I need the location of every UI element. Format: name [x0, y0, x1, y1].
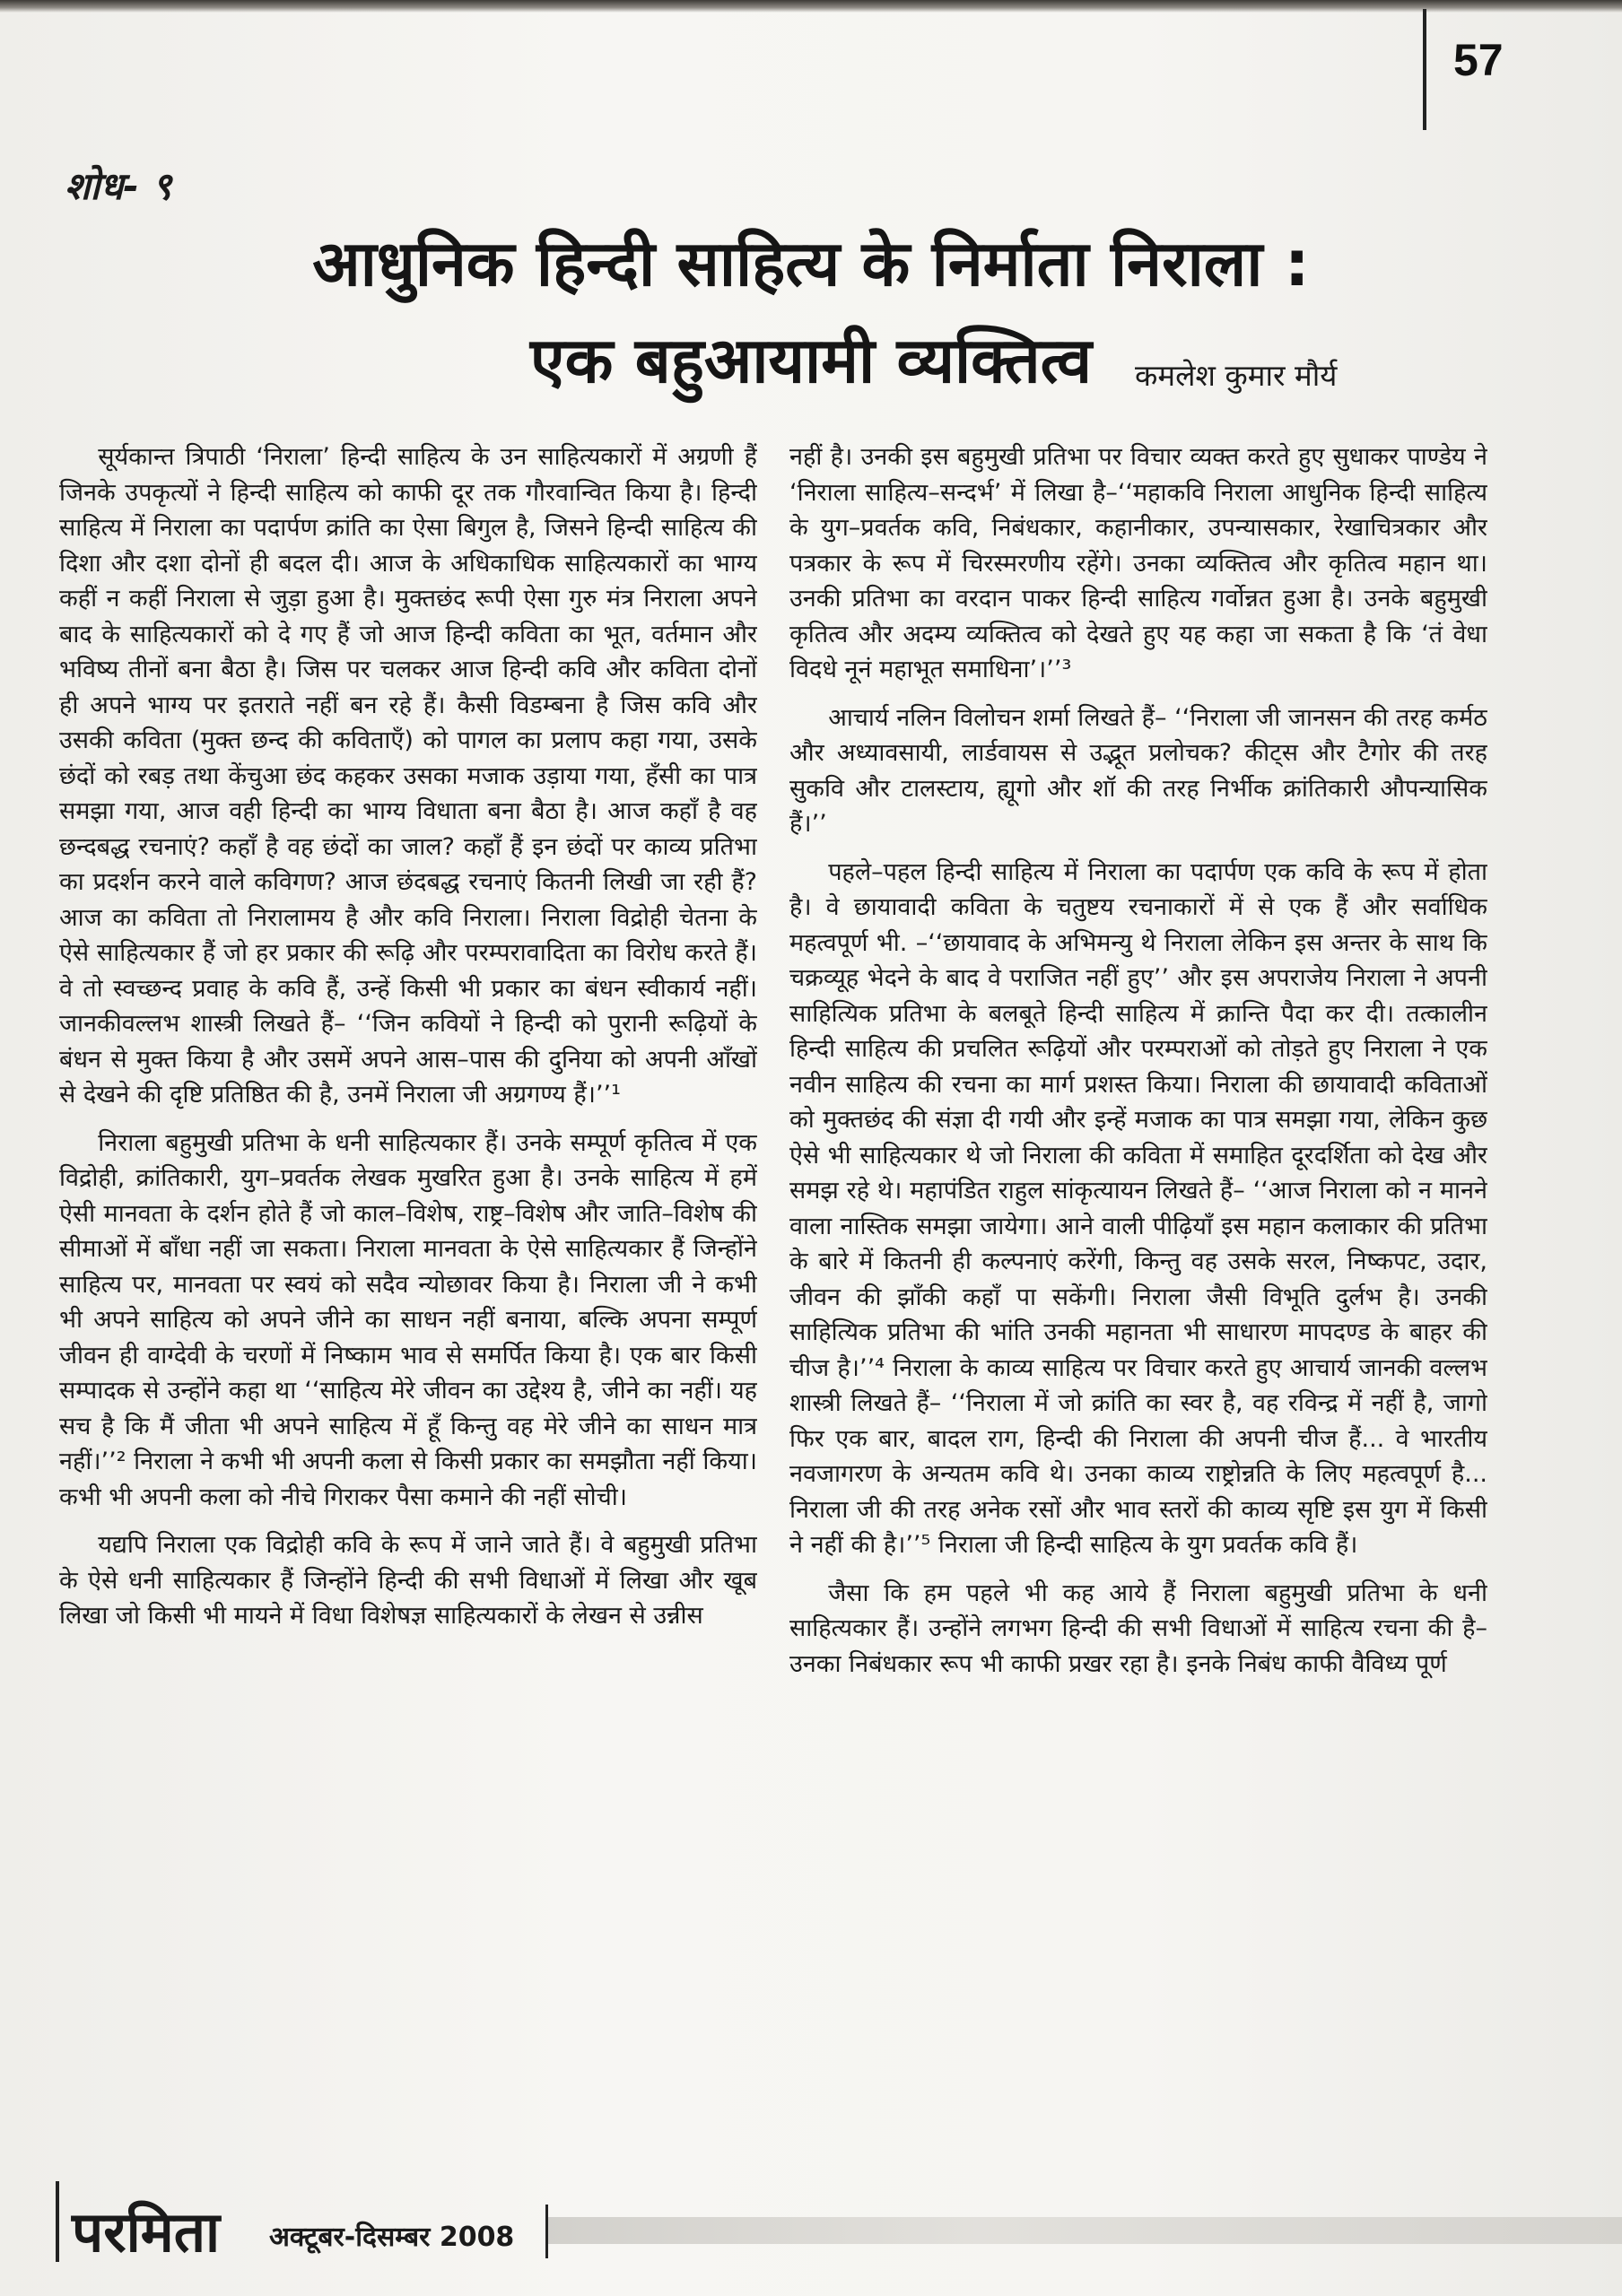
paragraph: निराला बहुमुखी प्रतिभा के धनी साहित्यकार हैं। उनके सम्पूर्ण कृतित्व में एक विद्रोही, क्रांतिकारी, युग–प्रवर्तक लेखक मुखरित हुआ है। उनके साहित्य में हमें ऐसी मानवता के दर्शन होते हैं जो काल–विशेष, राष्ट्र–विशेष और जाति–विशेष की सीमाओं में बाँधा नहीं जा सकता। निराला मानवता के ऐसे साहित्यकार हैं जिन्होंने साहित्य पर, मानवता पर स्वयं को सदैव न्योछावर किया है। निराला जी ने कभी भी अपने साहित्य को अपने जीने का साधन नहीं बनाया, बल्कि अपना सम्पूर्ण जीवन ही वाग्देवी के चरणों में निष्काम भाव से समर्पित किया है। एक बार किसी सम्पादक से उन्होंने कहा था ‘‘साहित्य मेरे जीवन का उद्देश्य है, जीने का नहीं। यह सच है कि मैं जीता भी अपने साहित्य में हूँ किन्तु वह मेरे जीने का साधन मात्र नहीं।’’² निराला ने कभी भी अपनी कला से किसी प्रकार का समझौता नहीं किया। कभी भी अपनी कला को नीचे गिराकर पैसा कमाने की नहीं सोची।	[59, 1128, 757, 1511]
issue-date: अक्टूबर-दिसम्बर 2008	[269, 2222, 515, 2253]
page-number: 57	[1453, 35, 1504, 85]
footer-band	[547, 2217, 1622, 2244]
paragraph: सूर्यकान्त त्रिपाठी ‘निराला’ हिन्दी साहित्य के उन साहित्यकारों में अग्रणी हैं जिनके उपकृत्यों ने हिन्दी साहित्य को काफी दूर तक गौरवान्वित किया है। हिन्दी साहित्य में निराला का पदार्पण क्रांति का ऐसा बिगुल है, जिसने हिन्दी साहित्य की दिशा और दशा दोनों ही बदल दी। आज के अधिकाधिक साहित्यकारों का भाग्य कहीं न कहीं निराला से जुड़ा हुआ है। मुक्तछंद रूपी ऐसा गुरु मंत्र निराला अपने बाद के साहित्यकारों को दे गए हैं जो आज हिन्दी कविता का भूत, वर्तमान और भविष्य तीनों बना बैठा है। जिस पर चलकर आज हिन्दी कवि और कविता दोनों ही अपने भाग्य पर इतराते नहीं बन रहे हैं। कैसी विडम्बना है जिस कवि और उसकी कविता (मुक्त छन्द की कविताएँ) को पागल का प्रलाप कहा गया, उसके छंदों को रबड़ तथा केंचुआ छंद कहकर उसका मजाक उड़ाया गया, हँसी का पात्र समझा गया, आज वही हिन्दी का भाग्य विधाता बना बैठा है। आज कहाँ है वह छन्दबद्ध रचनाएं? कहाँ है वह छंदों का जाल? कहाँ हैं इन छंदों पर काव्य प्रतिभा का प्रदर्शन करने वाले कविगण? आज छंदबद्ध रचनाएं कितनी लिखी जा रही हैं? आज का कविता तो निरालामय है और कवि निराला। निराला विद्रोही चेतना के ऐसे साहित्यकार हैं जो हर प्रकार की रूढ़ि और परम्परावादिता का विरोध करते हैं। वे तो स्वच्छन्द प्रवाह के कवि हैं, उन्हें किसी भी प्रकार का बंधन स्वीकार्य नहीं। जानकीवल्लभ शास्त्री लिखते हैं– ‘‘जिन कवियों ने हिन्दी को पुरानी रूढ़ियों के बंधन से मुक्त किया है और उसमें अपने आस–पास की दुनिया को अपनी आँखों से देखने की दृष्टि प्रतिष्ठित की है, उनमें निराला जी अग्रगण्य हैं।’’¹	[59, 443, 757, 1109]
right-column	[789, 439, 1487, 2170]
top-edge-shadow	[0, 0, 1622, 13]
author-name: कमलेश कुमार मौर्य	[1135, 358, 1338, 393]
paragraph: नहीं है। उनकी इस बहुमुखी प्रतिभा पर विचार व्यक्त करते हुए सुधाकर पाण्डेय ने ‘निराला साहित्य–सन्दर्भ’ में लिखा है–‘‘महाकवि निराला आधुनिक हिन्दी साहित्य के युग–प्रवर्तक कवि, निबंधकार, कहानीकार, उपन्यासकार, रेखाचित्रकार और पत्रकार के रूप में चिरस्मरणीय रहेंगे। उनका व्यक्तित्व और कृतित्व महान था। उनकी प्रतिभा का वरदान पाकर हिन्दी साहित्य गर्वोन्नत हुआ है। उनके बहुमुखी कृतित्व और अदम्य व्यक्तित्व को देखते हुए यह कहा जा सकता है कि ‘तं वेधा विदधे नूनं महाभूत समाधिना’।’’³	[789, 443, 1487, 683]
article-title	[54, 215, 1568, 409]
paragraph: यद्यपि निराला एक विद्रोही कवि के रूप में जाने जाते हैं। वे बहुमुखी प्रतिभा के ऐसे धनी साहित्यकार हैं जिन्होंने हिन्दी की सभी विधाओं में लिखा और खूब लिखा जो किसी भी मायने में विधा विशेषज्ञ साहित्यकारों के लेखन से उन्नीस	[59, 1531, 757, 1630]
paragraph: आचार्य नलिन विलोचन शर्मा लिखते हैं– ‘‘निराला जी जानसन की तरह कर्मठ और अध्यावसायी, लार्डवायस से उद्भूत प्रलोचक? कीट्स और टैगोर की तरह सुकवि और टालस्टाय, ह्यूगो और शॉ की तरह निर्भीक क्रांतिकारी औपन्यासिक हैं।’’	[789, 703, 1487, 838]
title-line-1: आधुनिक हिन्दी साहित्य के निर्माता निराला :	[312, 227, 1310, 300]
section-tag: शोध- ९	[65, 164, 172, 208]
title-line-2: एक बहुआयामी व्यक्तित्व	[529, 324, 1093, 397]
magazine-name: परमिता	[72, 2199, 221, 2265]
left-column	[59, 439, 757, 2170]
footer-rule	[545, 2205, 548, 2258]
page-number-rule	[1423, 9, 1426, 130]
paragraph: पहले–पहल हिन्दी साहित्य में निराला का पदार्पण एक कवि के रूप में होता है। वे छायावादी कविता के चतुष्टय रचनाकारों में से एक हैं और सर्वाधिक महत्वपूर्ण भी. –‘‘छायावाद के अभिमन्यु थे निराला लेकिन इस अन्तर के साथ कि चक्रव्यूह भेदने के बाद वे पराजित नहीं हुए’’ और इस अपराजेय निराला ने अपनी साहित्यिक प्रतिभा के बलबूते हिन्दी साहित्य में क्रान्ति पैदा कर दी। तत्कालीन हिन्दी साहित्य की प्रचलित रूढ़ियों और परम्पराओं को तोड़ते हुए निराला ने एक नवीन साहित्य की रचना का मार्ग प्रशस्त किया। निराला की छायावादी कविताओं को मुक्तछंद की संज्ञा दी गयी और इन्हें मजाक का पात्र समझा गया, लेकिन कुछ ऐसे भी साहित्यकार थे जो निराला की कविता में समाहित दूरदर्शिता को देख और समझ रहे थे। महापंडित राहुल सांकृत्यायन लिखते हैं– ‘‘आज निराला को न मानने वाला नास्तिक समझा जायेगा। आने वाली पीढ़ियाँ इस महान कलाकार की प्रतिभा के बारे में कितनी ही कल्पनाएं करेंगी, किन्तु वह उसके सरल, निष्कपट, उदार, जीवन की झाँकी कहाँ पा सकेंगी। निराला जैसी विभूति दुर्लभ है। उनकी साहित्यिक प्रतिभा की भांति उनकी महानता भी साधारण मापदण्ड के बाहर की चीज है।’’⁴ निराला के काव्य साहित्य पर विचार करते हुए आचार्य जानकी वल्लभ शास्त्री लिखते हैं– ‘‘निराला में जो क्रांति का स्वर है, वह रविन्द्र में नहीं है, जागो फिर एक बार, बादल राग, हिन्दी की निराला की अपनी चीज हैं... वे भारतीय नवजागरण के अन्यतम कवि थे। उनका काव्य राष्ट्रोन्नति के लिए महत्वपूर्ण है... निराला जी की तरह अनेक रसों और भाव स्तरों की काव्य सृष्टि इस युग में किसी ने नहीं की है।’’⁵ निराला जी हिन्दी साहित्य के युग प्रवर्तक कवि हैं।	[789, 857, 1487, 1559]
paragraph: जैसा कि हम पहले भी कह आये हैं निराला बहुमुखी प्रतिभा के धनी साहित्यकार हैं। उन्होंने लगभग हिन्दी की सभी विधाओं में साहित्य रचना की है– उनका निबंधकार रूप भी काफी प्रखर रहा है। इनके निबंध काफी वैविध्य पूर्ण	[789, 1578, 1487, 1678]
footer-rule	[56, 2181, 59, 2262]
